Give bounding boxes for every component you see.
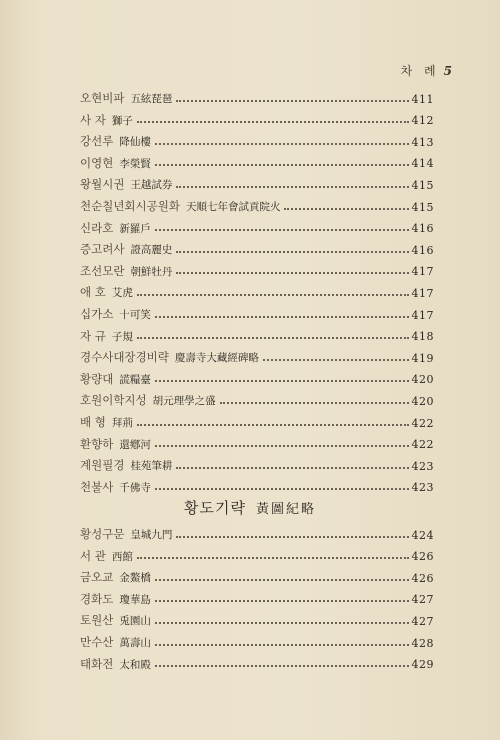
toc-entry bbox=[80, 541, 434, 563]
toc-entry-title bbox=[80, 548, 133, 563]
toc-entry bbox=[80, 126, 434, 148]
dot-leader bbox=[155, 164, 409, 166]
toc-entry bbox=[80, 256, 434, 278]
toc-entry-page: 420 bbox=[411, 394, 434, 408]
header-page-number: 5 bbox=[443, 64, 452, 78]
toc-entry-title bbox=[80, 591, 151, 606]
dot-leader bbox=[155, 143, 409, 145]
toc-entry-page: 423 bbox=[411, 459, 434, 473]
toc-entry-hanja: 慶壽寺大藏經碑略 bbox=[174, 352, 259, 365]
toc-entry-page: 426 bbox=[411, 550, 434, 564]
toc-entry-title bbox=[80, 572, 151, 584]
toc-entry bbox=[80, 364, 434, 386]
toc-entry-korean: 계원필경 bbox=[80, 458, 125, 473]
toc-entry-page: 414 bbox=[411, 157, 434, 171]
toc-entry-page: 413 bbox=[411, 135, 434, 149]
toc-entry-korean: 십가소 bbox=[80, 307, 114, 322]
toc-entry bbox=[80, 605, 434, 627]
toc-entry bbox=[80, 191, 434, 213]
dot-leader bbox=[155, 622, 409, 624]
toc-entry-korean: 경수사대장경비략 bbox=[80, 350, 169, 365]
toc-entry-title bbox=[80, 436, 151, 451]
toc-entry-page: 423 bbox=[411, 481, 434, 495]
toc-entry-title bbox=[80, 371, 151, 386]
toc-entry-korean: 경화도 bbox=[80, 591, 114, 606]
toc-entry-title bbox=[80, 287, 133, 299]
toc-entry-title bbox=[80, 112, 133, 127]
toc-entry-hanja: 五絃琵琶 bbox=[130, 93, 173, 106]
dot-leader bbox=[155, 600, 409, 602]
toc-entry-page: 412 bbox=[411, 114, 434, 128]
toc-entry-page: 420 bbox=[411, 373, 434, 387]
toc-entry-korean: 이영현 bbox=[80, 155, 114, 170]
toc-entry-title bbox=[80, 179, 172, 191]
toc-entry-korean: 애 호 bbox=[80, 285, 106, 300]
dot-leader bbox=[137, 557, 409, 559]
toc-list-section bbox=[80, 519, 434, 670]
toc-entry-hanja: 獅子 bbox=[111, 114, 133, 127]
toc-entry-page: 422 bbox=[411, 416, 434, 430]
toc-entry-korean: 조선모란 bbox=[80, 263, 125, 278]
toc-entry-hanja: 胡元理學之盛 bbox=[152, 395, 216, 408]
toc-entry-korean: 증고려사 bbox=[80, 242, 125, 257]
toc-entry-title bbox=[80, 395, 216, 407]
toc-entry bbox=[80, 83, 434, 105]
dot-leader bbox=[155, 644, 409, 646]
toc-entry-title bbox=[80, 244, 172, 256]
toc-entry-title bbox=[80, 352, 259, 364]
toc-entry bbox=[80, 385, 434, 407]
toc-entry bbox=[80, 450, 434, 472]
toc-entry bbox=[80, 472, 434, 494]
dot-leader bbox=[176, 536, 408, 538]
toc-entry-hanja: 萬壽山 bbox=[119, 637, 151, 650]
toc-entry bbox=[80, 342, 434, 364]
toc-entry-title bbox=[80, 656, 151, 671]
toc-entry-hanja: 十可笑 bbox=[119, 309, 151, 322]
toc-entry-korean: 강선루 bbox=[80, 134, 114, 149]
toc-entry-korean: 환향하 bbox=[80, 436, 114, 451]
toc-entry-hanja: 金鰲橋 bbox=[119, 572, 151, 585]
toc-entry-hanja: 降仙樓 bbox=[119, 136, 151, 149]
toc-entry-korean: 토원산 bbox=[80, 613, 114, 628]
toc-entry-page: 417 bbox=[411, 265, 434, 279]
toc-entry-korean: 황량대 bbox=[80, 371, 114, 386]
toc-entry-hanja: 證高麗史 bbox=[130, 244, 173, 257]
toc-entry-page: 427 bbox=[411, 593, 434, 607]
toc-entry-korean: 천순칠년회시공원화 bbox=[80, 199, 180, 214]
dot-leader bbox=[155, 579, 409, 581]
dot-leader bbox=[137, 121, 409, 123]
toc-entry-title bbox=[80, 155, 151, 170]
toc-entry-korean: 자 규 bbox=[80, 328, 106, 343]
toc-entry-hanja: 千佛寺 bbox=[119, 481, 151, 494]
toc-entry-title bbox=[80, 328, 133, 343]
toc-entry-hanja: 皇城九門 bbox=[130, 529, 173, 542]
toc-entry bbox=[80, 627, 434, 649]
toc-entry-hanja: 西館 bbox=[111, 550, 133, 563]
dot-leader bbox=[220, 402, 409, 404]
toc-entry bbox=[80, 407, 434, 429]
dot-leader bbox=[155, 488, 409, 490]
toc-entry-page: 417 bbox=[411, 286, 434, 300]
toc-entry bbox=[80, 649, 434, 671]
toc-entry-hanja: 瓊華島 bbox=[119, 593, 151, 606]
toc-entry-hanja: 還鄕河 bbox=[119, 438, 151, 451]
toc-entry-hanja: 王越試券 bbox=[130, 179, 173, 192]
toc-entry-page: 427 bbox=[411, 614, 434, 628]
toc-entry-page: 411 bbox=[411, 92, 434, 106]
toc-entry-korean: 호원이학지성 bbox=[80, 393, 147, 408]
toc-entry-title bbox=[80, 529, 172, 541]
toc-entry-title bbox=[80, 136, 151, 148]
toc-entry bbox=[80, 105, 434, 127]
toc-entry-page: 426 bbox=[411, 571, 434, 585]
toc-entry-title bbox=[80, 615, 151, 627]
toc-entry-page: 415 bbox=[411, 200, 434, 214]
toc-entry-page: 418 bbox=[411, 330, 434, 344]
toc-entry bbox=[80, 148, 434, 170]
toc-entry bbox=[80, 519, 434, 541]
dot-leader bbox=[263, 359, 409, 361]
toc-entry-hanja: 兎園山 bbox=[119, 615, 151, 628]
toc-entry-page: 424 bbox=[411, 528, 434, 542]
toc-entry-title bbox=[80, 460, 172, 472]
toc-entry-title bbox=[80, 309, 151, 321]
toc-list-main bbox=[80, 83, 434, 493]
toc-entry-title bbox=[80, 263, 173, 278]
toc-entry-page: 428 bbox=[411, 636, 434, 650]
dot-leader bbox=[155, 229, 409, 231]
toc-entry bbox=[80, 562, 434, 584]
toc-entry-title bbox=[80, 479, 151, 494]
toc-entry-korean: 왕월시권 bbox=[80, 177, 125, 192]
section-heading bbox=[0, 497, 500, 518]
toc-entry-page: 419 bbox=[411, 351, 434, 365]
toc-entry-hanja: 新羅戶 bbox=[119, 222, 151, 235]
toc-entry-korean: 배 형 bbox=[80, 415, 106, 429]
toc-entry-page: 416 bbox=[411, 243, 434, 257]
toc-entry bbox=[80, 584, 434, 606]
toc-entry bbox=[80, 234, 434, 256]
toc-entry-page: 415 bbox=[411, 178, 434, 192]
toc-entry-hanja: 朝鮮牡丹 bbox=[130, 265, 173, 278]
toc-entry bbox=[80, 299, 434, 321]
running-header bbox=[401, 62, 452, 79]
dot-leader bbox=[284, 208, 408, 210]
dot-leader bbox=[155, 665, 409, 667]
toc-entry-title bbox=[80, 201, 280, 213]
toc-entry-korean: 금오교 bbox=[80, 570, 114, 585]
dot-leader bbox=[176, 467, 408, 469]
toc-entry-page: 417 bbox=[411, 308, 434, 322]
toc-entry-title bbox=[80, 417, 133, 429]
toc-entry-korean: 오현비파 bbox=[80, 91, 125, 106]
toc-entry-page: 416 bbox=[411, 222, 434, 236]
toc-entry-korean: 사 자 bbox=[80, 112, 106, 127]
dot-leader bbox=[137, 294, 409, 296]
toc-entry-page: 429 bbox=[411, 658, 434, 672]
toc-entry bbox=[80, 277, 434, 299]
dot-leader bbox=[155, 445, 409, 447]
toc-entry-korean: 천불사 bbox=[80, 479, 114, 494]
toc-entry-hanja: 李榮賢 bbox=[119, 157, 151, 170]
dot-leader bbox=[176, 186, 408, 188]
dot-leader bbox=[176, 251, 408, 253]
dot-leader bbox=[176, 100, 408, 102]
toc-entry-korean: 서 관 bbox=[80, 548, 106, 563]
dot-leader bbox=[155, 380, 409, 382]
toc-entry bbox=[80, 169, 434, 191]
toc-entry bbox=[80, 429, 434, 451]
header-title: 차 례 bbox=[400, 64, 440, 78]
dot-leader bbox=[137, 424, 409, 426]
dot-leader bbox=[176, 272, 408, 274]
toc-entry-page: 422 bbox=[411, 438, 434, 452]
toc-entry-title bbox=[80, 637, 151, 649]
toc-entry-title bbox=[80, 220, 151, 235]
toc-entry-korean: 만수산 bbox=[80, 635, 114, 650]
toc-entry-hanja: 謊糧臺 bbox=[119, 373, 151, 386]
toc-entry-hanja: 艾虎 bbox=[111, 287, 133, 300]
toc-entry-title bbox=[80, 93, 172, 105]
section-heading-korean: 황도기략 bbox=[184, 499, 246, 517]
toc-entry-korean: 황성구문 bbox=[80, 527, 125, 542]
dot-leader bbox=[155, 316, 409, 318]
toc-entry bbox=[80, 321, 434, 343]
toc-entry-hanja: 子規 bbox=[111, 330, 133, 343]
toc-entry-hanja: 拜荊 bbox=[111, 417, 133, 429]
toc-entry-hanja: 桂苑筆耕 bbox=[130, 460, 173, 473]
toc-entry bbox=[80, 213, 434, 235]
section-heading-hanja: 黃圖紀略 bbox=[255, 502, 316, 517]
dot-leader bbox=[137, 337, 409, 339]
toc-entry-hanja: 天順七年會試貢院火 bbox=[185, 201, 281, 214]
toc-entry-korean: 태화전 bbox=[80, 656, 114, 671]
toc-entry-hanja: 太和殿 bbox=[119, 658, 151, 671]
toc-entry-korean: 신라호 bbox=[80, 220, 114, 235]
